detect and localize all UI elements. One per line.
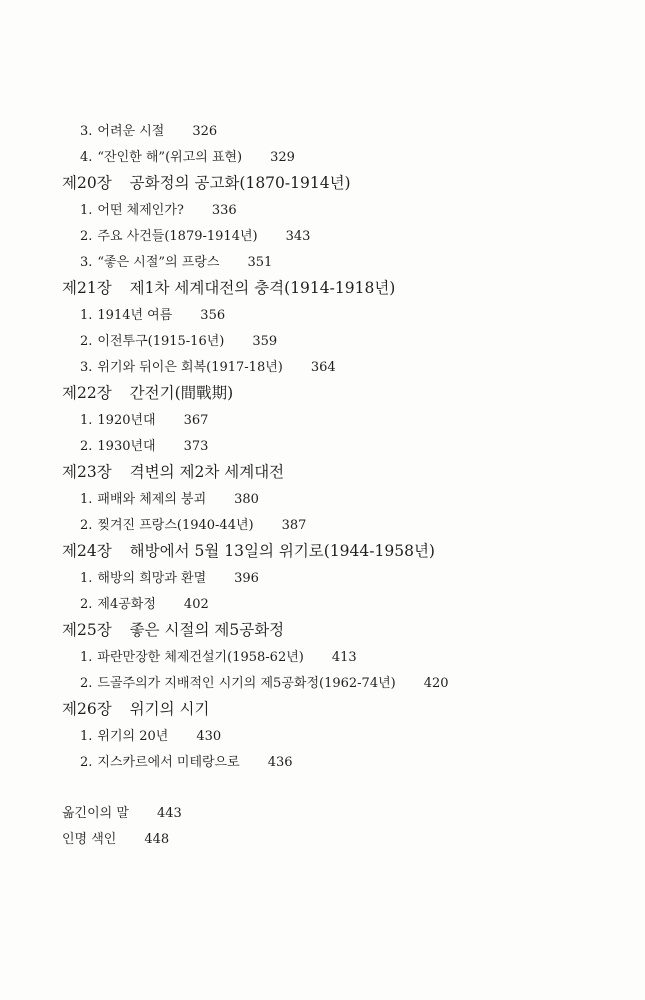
chapter-title: 위기의 시기 — [129, 700, 210, 718]
toc-section-entry — [80, 251, 272, 270]
section-title: 1930년대 — [97, 439, 156, 454]
toc-section-entry — [80, 356, 336, 375]
section-number: 1. — [80, 571, 93, 586]
toc-section-entry — [80, 751, 293, 770]
page-number: 387 — [281, 518, 307, 533]
page-number: 359 — [252, 334, 278, 349]
toc-section-entry — [80, 646, 357, 665]
section-number: 2. — [80, 676, 93, 691]
toc-chapter-heading — [62, 276, 395, 298]
section-number: 2. — [80, 229, 93, 244]
section-number: 3. — [80, 124, 93, 139]
toc-section-entry — [80, 146, 295, 165]
page-number: 380 — [234, 492, 259, 507]
chapter-title: 해방에서 5월 13일의 위기로(1944-1958년) — [129, 542, 435, 560]
toc-chapter-heading — [62, 171, 351, 193]
toc-section-entry — [80, 488, 259, 507]
section-number: 2. — [80, 439, 93, 454]
section-title: “좋은 시절”의 프랑스 — [97, 255, 220, 270]
toc-section-entry — [80, 409, 208, 428]
chapter-number: 제24장 — [62, 542, 112, 560]
section-title: 1920년대 — [97, 413, 156, 428]
chapter-number: 제22장 — [62, 384, 112, 402]
section-title: 위기의 20년 — [97, 729, 169, 744]
chapter-number: 제21장 — [62, 279, 112, 297]
section-number: 2. — [80, 334, 93, 349]
toc-section-entry — [80, 225, 310, 244]
section-number: 1. — [80, 203, 93, 218]
page-number: 420 — [423, 676, 449, 691]
toc-section-entry — [80, 199, 237, 218]
section-number: 3. — [80, 255, 93, 270]
back-matter-title: 옮긴이의 말 — [62, 806, 129, 821]
page-number: 373 — [183, 439, 209, 454]
page-number: 336 — [211, 203, 237, 218]
section-title: 패배와 체제의 붕괴 — [97, 492, 207, 507]
page-number: 367 — [183, 413, 209, 428]
page-number: 364 — [310, 360, 336, 375]
toc-section-entry — [80, 304, 225, 323]
section-number: 2. — [80, 755, 93, 770]
toc-chapter-heading — [62, 460, 284, 482]
chapter-title: 제1차 세계대전의 충격(1914-1918년) — [129, 279, 396, 297]
page-number: 329 — [270, 150, 295, 165]
chapter-title: 좋은 시절의 제5공화정 — [129, 621, 285, 639]
section-number: 1. — [80, 413, 93, 428]
page-number: 443 — [156, 806, 182, 821]
section-number: 1. — [80, 492, 93, 507]
chapter-number: 제23장 — [62, 463, 112, 481]
toc-section-entry — [80, 593, 209, 612]
chapter-title: 공화정의 공고화(1870-1914년) — [129, 174, 351, 192]
toc-chapter-heading — [62, 381, 233, 403]
toc-section-entry — [80, 672, 449, 691]
section-title: 어떤 체제인가? — [97, 203, 184, 218]
section-number: 1. — [80, 650, 93, 665]
chapter-number: 제25장 — [62, 621, 112, 639]
page-number: 356 — [200, 308, 226, 323]
toc-chapter-heading — [62, 539, 435, 561]
page-number: 402 — [183, 597, 209, 612]
back-matter-title: 인명 색인 — [62, 832, 117, 847]
section-number: 1. — [80, 729, 93, 744]
section-title: 드골주의가 지배적인 시기의 제5공화정(1962-74년) — [97, 676, 396, 691]
toc-section-entry — [80, 567, 259, 586]
chapter-number: 제20장 — [62, 174, 112, 192]
page-number: 430 — [196, 729, 222, 744]
section-number: 1. — [80, 308, 93, 323]
chapter-title: 간전기(間戰期) — [129, 384, 234, 402]
toc-section-entry — [80, 120, 217, 139]
page-number: 351 — [247, 255, 273, 270]
toc-chapter-heading — [62, 618, 284, 640]
page-number: 396 — [234, 571, 259, 586]
section-title: “잔인한 해”(위고의 표현) — [97, 150, 243, 165]
toc-section-entry — [80, 725, 221, 744]
page-number: 413 — [331, 650, 357, 665]
page-number: 343 — [285, 229, 311, 244]
section-title: 위기와 뒤이은 회복(1917-18년) — [97, 360, 283, 375]
toc-section-entry — [80, 330, 277, 349]
toc-section-entry — [80, 435, 208, 454]
toc-chapter-heading — [62, 697, 209, 719]
section-number: 4. — [80, 150, 93, 165]
page-number: 436 — [267, 755, 293, 770]
section-number: 2. — [80, 597, 93, 612]
section-title: 파란만장한 체제건설기(1958-62년) — [97, 650, 304, 665]
chapter-title: 격변의 제2차 세계대전 — [129, 463, 285, 481]
page-number: 448 — [144, 832, 170, 847]
toc-back-matter-entry — [62, 802, 182, 821]
page-number: 326 — [192, 124, 218, 139]
section-title: 주요 사건들(1879-1914년) — [97, 229, 258, 244]
section-number: 2. — [80, 518, 93, 533]
section-title: 지스카르에서 미테랑으로 — [97, 755, 240, 770]
section-title: 이전투구(1915-16년) — [97, 334, 225, 349]
chapter-number: 제26장 — [62, 700, 112, 718]
section-title: 어려운 시절 — [97, 124, 165, 139]
section-title: 해방의 희망과 환멸 — [97, 571, 207, 586]
toc-back-matter-entry — [62, 828, 169, 847]
section-number: 3. — [80, 360, 93, 375]
section-title: 찢겨진 프랑스(1940-44년) — [97, 518, 254, 533]
section-title: 1914년 여름 — [97, 308, 173, 323]
section-title: 제4공화정 — [97, 597, 156, 612]
toc-section-entry — [80, 514, 306, 533]
